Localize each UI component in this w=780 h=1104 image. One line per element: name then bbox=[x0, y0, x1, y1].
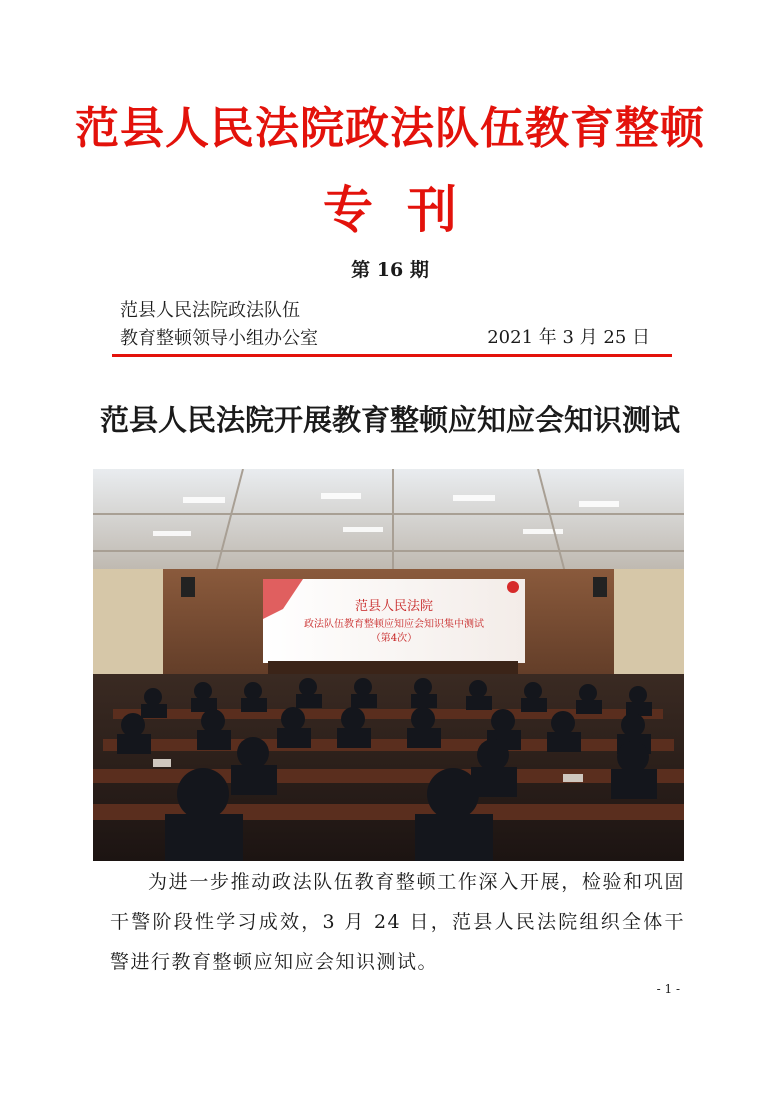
issuer-line-2: 教育整顿领导小组办公室 bbox=[120, 328, 318, 349]
masthead-subtitle: 专刊 bbox=[323, 180, 491, 239]
article-headline: 范县人民法院开展教育整顿应知应会知识测试 bbox=[99, 403, 680, 437]
screen-line-3: （第4次） bbox=[370, 633, 418, 644]
meeting-photo bbox=[93, 469, 684, 861]
page-number: - 1 - bbox=[656, 982, 680, 996]
red-divider bbox=[112, 354, 672, 357]
publish-date: 2021 年 3 月 25 日 bbox=[487, 327, 650, 348]
meeting-photo-illustration bbox=[93, 469, 684, 861]
screen-line-2: 政法队伍教育整顿应知应会知识集中测试 bbox=[304, 619, 484, 630]
issue-number: 第 16 期 bbox=[351, 259, 429, 281]
issuer-block bbox=[120, 297, 318, 353]
screen-line-1: 范县人民法院 bbox=[354, 599, 434, 614]
issuer-line-1: 范县人民法院政法队伍 bbox=[120, 300, 300, 321]
article-body: 为进一步推动政法队伍教育整顿工作深入开展，检验和巩固干警阶段性学习成效，3 月 24 日，范县人民法院组织全体干警进行教育整顿应知应会知识测试。 bbox=[110, 871, 685, 973]
masthead-title: 范县人民法院政法队伍教育整顿 bbox=[75, 103, 705, 154]
